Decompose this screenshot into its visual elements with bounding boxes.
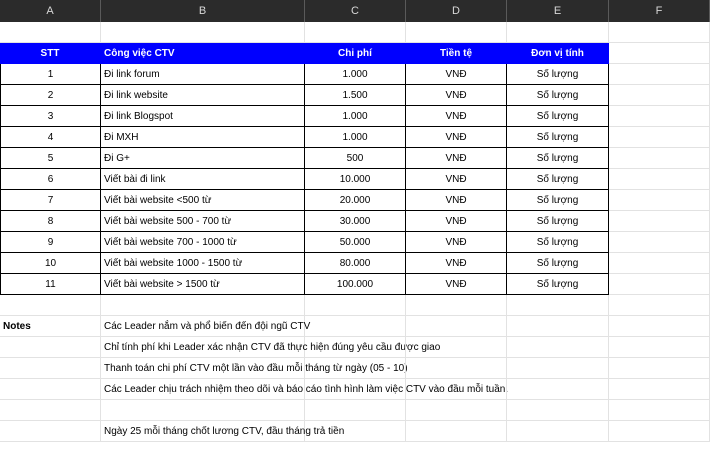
- empty-cell[interactable]: [609, 211, 710, 232]
- stt-cell[interactable]: 1: [0, 64, 101, 85]
- unit-cell[interactable]: Số lượng: [507, 253, 609, 274]
- note-text[interactable]: [101, 400, 305, 421]
- empty-cell[interactable]: [406, 316, 507, 337]
- empty-cell[interactable]: [609, 169, 710, 190]
- empty-cell[interactable]: [305, 295, 406, 316]
- task-cell[interactable]: Viết bài website 500 - 700 từ: [101, 211, 305, 232]
- unit-cell[interactable]: Số lượng: [507, 106, 609, 127]
- unit-cell[interactable]: Số lượng: [507, 85, 609, 106]
- table-row: [0, 211, 710, 232]
- cost-cell[interactable]: 1.000: [305, 106, 406, 127]
- empty-cell[interactable]: [305, 400, 406, 421]
- currency-cell[interactable]: VNĐ: [406, 127, 507, 148]
- table-body: [0, 64, 710, 295]
- unit-cell[interactable]: Số lượng: [507, 148, 609, 169]
- currency-cell[interactable]: VNĐ: [406, 190, 507, 211]
- currency-cell[interactable]: VNĐ: [406, 274, 507, 295]
- currency-cell[interactable]: VNĐ: [406, 85, 507, 106]
- currency-cell[interactable]: VNĐ: [406, 106, 507, 127]
- empty-cell[interactable]: [0, 379, 101, 400]
- empty-cell[interactable]: [101, 295, 305, 316]
- stt-cell[interactable]: 7: [0, 190, 101, 211]
- stt-cell[interactable]: 8: [0, 211, 101, 232]
- cost-cell[interactable]: 10.000: [305, 169, 406, 190]
- empty-cell[interactable]: [0, 400, 101, 421]
- empty-cell[interactable]: [507, 379, 609, 400]
- sheet-row: [0, 22, 710, 43]
- empty-cell[interactable]: [406, 358, 507, 379]
- empty-cell[interactable]: [0, 295, 101, 316]
- empty-cell[interactable]: [0, 358, 101, 379]
- empty-cell[interactable]: [609, 421, 710, 442]
- unit-cell[interactable]: Số lượng: [507, 274, 609, 295]
- empty-cell[interactable]: [609, 379, 710, 400]
- currency-cell[interactable]: VNĐ: [406, 64, 507, 85]
- table-row: [0, 232, 710, 253]
- stt-cell[interactable]: 4: [0, 127, 101, 148]
- task-cell[interactable]: Đi link Blogspot: [101, 106, 305, 127]
- task-cell[interactable]: Viết bài website > 1500 từ: [101, 274, 305, 295]
- empty-cell[interactable]: [406, 22, 507, 43]
- currency-cell[interactable]: VNĐ: [406, 232, 507, 253]
- task-cell[interactable]: Viết bài website 700 - 1000 từ: [101, 232, 305, 253]
- note-row: [0, 421, 710, 442]
- stt-cell[interactable]: 3: [0, 106, 101, 127]
- currency-cell[interactable]: VNĐ: [406, 253, 507, 274]
- column-header-bar: [0, 0, 710, 22]
- header-cell-unit[interactable]: Đơn vị tính: [507, 43, 609, 64]
- cost-cell[interactable]: 30.000: [305, 211, 406, 232]
- cost-cell[interactable]: 1.000: [305, 127, 406, 148]
- note-text[interactable]: Các Leader chịu trách nhiệm theo dõi và báo cáo tình hình làm việc CTV vào đầu mỗi tuần.: [101, 379, 305, 400]
- stt-cell[interactable]: 2: [0, 85, 101, 106]
- header-cell-cost[interactable]: Chi phí: [305, 43, 406, 64]
- empty-cell[interactable]: [609, 232, 710, 253]
- empty-cell[interactable]: [406, 400, 507, 421]
- column-header-b[interactable]: B: [101, 0, 305, 22]
- empty-cell[interactable]: [0, 421, 101, 442]
- empty-cell[interactable]: [609, 400, 710, 421]
- notes-label[interactable]: Notes: [0, 316, 101, 337]
- cost-cell[interactable]: 100.000: [305, 274, 406, 295]
- empty-cell[interactable]: [305, 379, 406, 400]
- task-cell[interactable]: Viết bài website <500 từ: [101, 190, 305, 211]
- stt-cell[interactable]: 10: [0, 253, 101, 274]
- note-row: [0, 316, 710, 337]
- unit-cell[interactable]: Số lượng: [507, 232, 609, 253]
- table-row: [0, 274, 710, 295]
- table-row: [0, 190, 710, 211]
- empty-cell[interactable]: [609, 274, 710, 295]
- empty-cell[interactable]: [507, 421, 609, 442]
- empty-cell[interactable]: [609, 85, 710, 106]
- unit-cell[interactable]: Số lượng: [507, 64, 609, 85]
- task-cell[interactable]: Đi link forum: [101, 64, 305, 85]
- empty-cell[interactable]: [507, 22, 609, 43]
- unit-cell[interactable]: Số lượng: [507, 127, 609, 148]
- column-header-e[interactable]: E: [507, 0, 609, 22]
- table-row: [0, 64, 710, 85]
- column-header-c[interactable]: C: [305, 0, 406, 22]
- empty-cell[interactable]: [609, 106, 710, 127]
- table-header-row: [0, 43, 710, 64]
- empty-cell[interactable]: [507, 358, 609, 379]
- empty-cell[interactable]: [507, 316, 609, 337]
- table-row: [0, 85, 710, 106]
- empty-cell[interactable]: [305, 358, 406, 379]
- note-row: [0, 358, 710, 379]
- empty-cell[interactable]: [305, 421, 406, 442]
- stt-cell[interactable]: 11: [0, 274, 101, 295]
- note-row: [0, 379, 710, 400]
- empty-cell[interactable]: [406, 379, 507, 400]
- task-cell[interactable]: Đi MXH: [101, 127, 305, 148]
- note-row: [0, 337, 710, 358]
- empty-cell[interactable]: [507, 337, 609, 358]
- currency-cell[interactable]: VNĐ: [406, 148, 507, 169]
- cost-cell[interactable]: 80.000: [305, 253, 406, 274]
- unit-cell[interactable]: Số lượng: [507, 190, 609, 211]
- empty-cell[interactable]: [609, 22, 710, 43]
- table-row: [0, 148, 710, 169]
- cost-cell[interactable]: 50.000: [305, 232, 406, 253]
- task-cell[interactable]: Viết bài website 1000 - 1500 từ: [101, 253, 305, 274]
- stt-cell[interactable]: 5: [0, 148, 101, 169]
- table-row: [0, 169, 710, 190]
- empty-cell[interactable]: [609, 148, 710, 169]
- task-cell[interactable]: Đi G+: [101, 148, 305, 169]
- unit-cell[interactable]: Số lượng: [507, 211, 609, 232]
- empty-cell[interactable]: [0, 22, 101, 43]
- empty-cell[interactable]: [609, 316, 710, 337]
- empty-cell[interactable]: [609, 190, 710, 211]
- sheet-grid: [0, 22, 710, 442]
- empty-cell[interactable]: [609, 127, 710, 148]
- note-text[interactable]: Thanh toán chi phí CTV một lần vào đầu mỗi tháng từ ngày (05 - 10): [101, 358, 305, 379]
- sheet-row: [0, 295, 710, 316]
- empty-cell[interactable]: [609, 295, 710, 316]
- header-cell-task[interactable]: Công việc CTV: [101, 43, 305, 64]
- empty-cell[interactable]: [305, 316, 406, 337]
- header-cell-stt[interactable]: STT: [0, 43, 101, 64]
- cost-cell[interactable]: 1.000: [305, 64, 406, 85]
- empty-cell[interactable]: [609, 358, 710, 379]
- empty-cell[interactable]: [609, 337, 710, 358]
- task-cell[interactable]: Đi link website: [101, 85, 305, 106]
- currency-cell[interactable]: VNĐ: [406, 211, 507, 232]
- empty-cell[interactable]: [101, 22, 305, 43]
- note-text[interactable]: Chỉ tính phí khi Leader xác nhận CTV đã thực hiện đúng yêu cầu được giao: [101, 337, 305, 358]
- column-header-a[interactable]: A: [0, 0, 101, 22]
- empty-cell[interactable]: [305, 337, 406, 358]
- cost-cell[interactable]: 1.500: [305, 85, 406, 106]
- empty-cell[interactable]: [609, 43, 710, 64]
- empty-cell[interactable]: [0, 337, 101, 358]
- cost-cell[interactable]: 20.000: [305, 190, 406, 211]
- column-header-d[interactable]: D: [406, 0, 507, 22]
- note-text[interactable]: Ngày 25 mỗi tháng chốt lương CTV, đầu tháng trả tiền: [101, 421, 305, 442]
- empty-cell[interactable]: [305, 22, 406, 43]
- table-row: [0, 253, 710, 274]
- empty-cell[interactable]: [507, 400, 609, 421]
- notes-section: [0, 316, 710, 442]
- task-cell[interactable]: Viết bài đi link: [101, 169, 305, 190]
- empty-cell[interactable]: [406, 421, 507, 442]
- cost-cell[interactable]: 500: [305, 148, 406, 169]
- empty-cell[interactable]: [609, 253, 710, 274]
- empty-cell[interactable]: [406, 337, 507, 358]
- currency-cell[interactable]: VNĐ: [406, 169, 507, 190]
- empty-cell[interactable]: [609, 64, 710, 85]
- column-header-f[interactable]: F: [609, 0, 710, 22]
- empty-cell[interactable]: [507, 295, 609, 316]
- stt-cell[interactable]: 9: [0, 232, 101, 253]
- note-text[interactable]: Các Leader nắm và phổ biến đến đội ngũ CTV: [101, 316, 305, 337]
- table-row: [0, 106, 710, 127]
- stt-cell[interactable]: 6: [0, 169, 101, 190]
- table-row: [0, 127, 710, 148]
- unit-cell[interactable]: Số lượng: [507, 169, 609, 190]
- header-cell-currency[interactable]: Tiền tệ: [406, 43, 507, 64]
- empty-cell[interactable]: [406, 295, 507, 316]
- note-row: [0, 400, 710, 421]
